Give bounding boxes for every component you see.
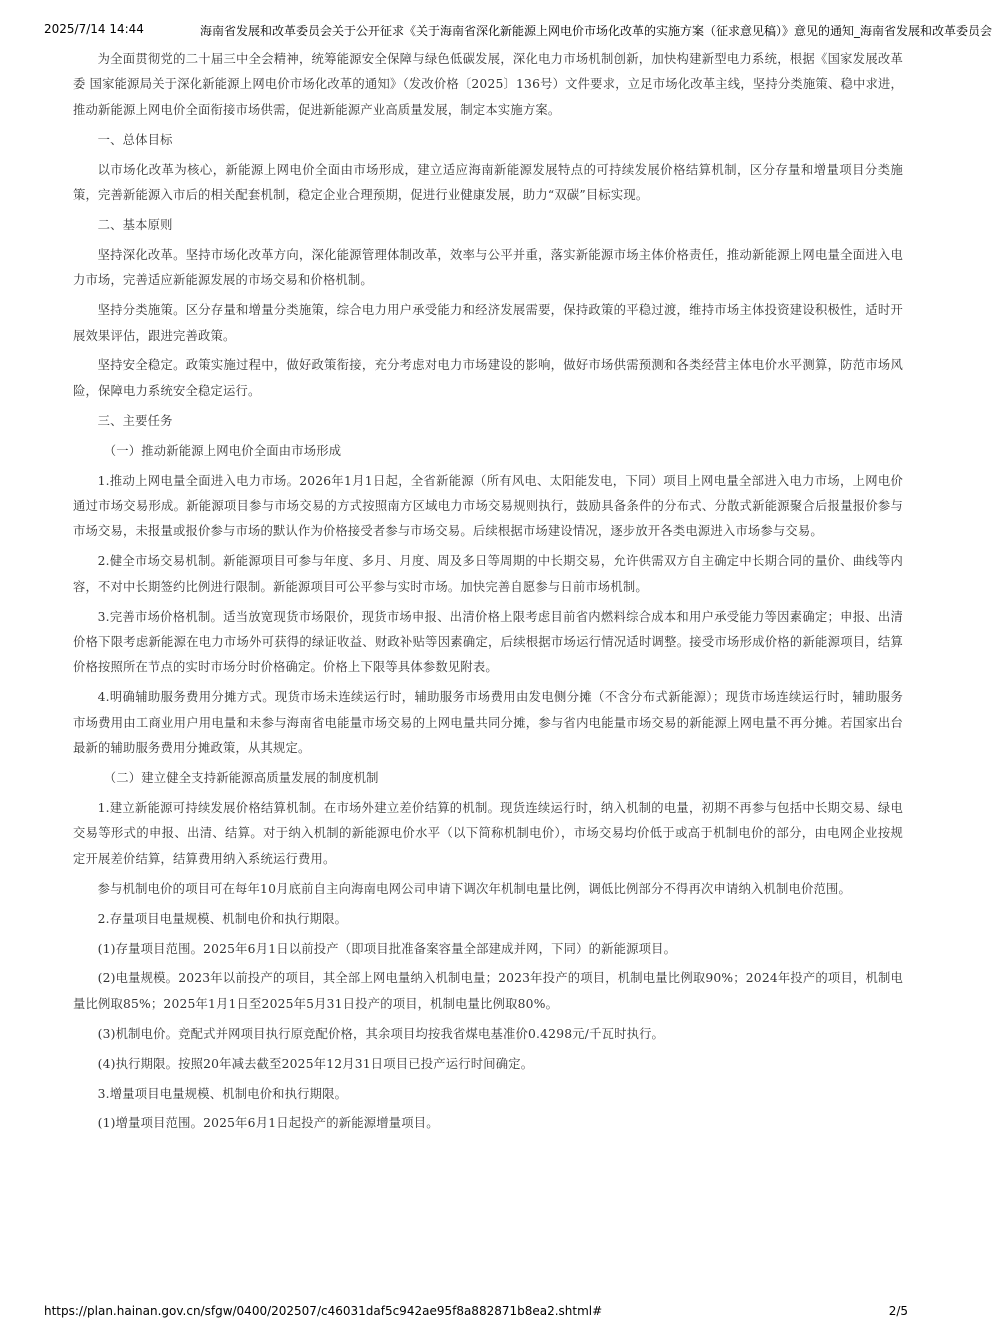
subsection-heading-mechanism: （二）建立健全支持新能源高质量发展的制度机制 xyxy=(103,771,379,786)
subsection-heading-market-formation: （一）推动新能源上网电价全面由市场形成 xyxy=(103,443,342,458)
document-body xyxy=(73,47,903,1141)
paragraph-task-2-2-1: (1)存量项目范围。2025年6月1日以前投产（即项目批准备案容量全部建成并网，下同）的新能源项目。 xyxy=(97,941,677,956)
intro-paragraph: 为全面贯彻党的二十届三中全会精神，统筹能源安全保障与绿色低碳发展，深化电力市场机制创新，加快构建新型电力系统，根据《国家发展改革委 国家能源局关于深化新能源上网电价市场化改革的通知》（发改价格〔2025〕136号）文件要求，立足市场化改革主线，坚持分类施策、稳中求进，推动新能源上网电价全面衔接市场供需，促进新能源产业高质量发展，制定本实施方案。 xyxy=(73,52,903,117)
paragraph-goals: 以市场化改革为核心，新能源上网电价全面由市场形成，建立适应海南新能源发展特点的可持续发展价格结算机制，区分存量和增量项目分类施策，完善新能源入市后的相关配套机制，稳定企业合理预期，促进行业健康发展，助力“双碳”目标实现。 xyxy=(73,162,903,203)
paragraph-principle-safety: 坚持安全稳定。政策实施过程中，做好政策衔接，充分考虑对电力市场建设的影响，做好市场供需预测和各类经营主体电价水平测算，防范市场风险，保障电力系统安全稳定运行。 xyxy=(73,358,903,398)
paragraph-principle-classified: 坚持分类施策。区分存量和增量分类施策，综合电力用户承受能力和经济发展需要，保持政策的平稳过渡，维持市场主体投资建设积极性，适时开展效果评估，跟进完善政策。 xyxy=(73,303,903,343)
page-number: 2/5 xyxy=(888,1304,908,1318)
paragraph-task-2-1: 1.建立新能源可持续发展价格结算机制。在市场外建立差价结算的机制。现货连续运行时，纳入机制的电量，初期不再参与包括中长期交易、绿电交易等形式的申报、出清、结算。对于纳入机制的新能源电价水平（以下简称机制电价），市场交易均价低于或高于机制电价的部分，由电网企业按规定开展差价结算，结算费用纳入系统运行费用。 xyxy=(73,800,903,866)
print-header xyxy=(44,22,992,42)
section-heading-goals: 一、总体目标 xyxy=(97,132,173,147)
paragraph-task-2-2-3: (3)机制电价。竞配式并网项目执行原竞配价格，其余项目均按我省煤电基准价0.4298元/千瓦时执行。 xyxy=(97,1026,665,1041)
paragraph-task-2-2-2: (2)电量规模。2023年以前投产的项目，其全部上网电量纳入机制电量；2023年投产的项目，机制电量比例取90%；2024年投产的项目，机制电量比例取85%；2025年1月1日至2025年5月31日投产的项目，机制电量比例取80%。 xyxy=(73,971,903,1011)
paragraph-task-2-3: 3.增量项目电量规模、机制电价和执行期限。 xyxy=(97,1086,348,1101)
page-title: 海南省发展和改革委员会关于公开征求《关于海南省深化新能源上网电价市场化改革的实施方案（征求意见稿）》意见的通知_海南省发展和改革委员会 xyxy=(200,24,992,38)
print-datetime: 2025/7/14 14:44 xyxy=(44,22,144,36)
page-url: https://plan.hainan.gov.cn/sfgw/0400/202507/c46031daf5c942ae95f8a882871b8ea2.shtml# xyxy=(44,1304,603,1318)
paragraph-task-1-3: 3.完善市场价格机制。适当放宽现货市场限价，现货市场申报、出清价格上限考虑目前省内燃料综合成本和用户承受能力等因素确定；申报、出清价格下限考虑新能源在电力市场外可获得的绿证收益、财政补贴等因素确定，后续根据市场运行情况适时调整。接受市场形成价格的新能源项目，结算价格按照所在节点的实时市场分时价格确定。价格上下限等具体参数见附表。 xyxy=(73,609,903,675)
paragraph-task-2-2-4: (4)执行期限。按照20年减去截至2025年12月31日项目已投产运行时间确定。 xyxy=(97,1056,534,1071)
paragraph-task-2-3-1: (1)增量项目范围。2025年6月1日起投产的新能源增量项目。 xyxy=(97,1116,439,1131)
paragraph-task-2-2: 2.存量项目电量规模、机制电价和执行期限。 xyxy=(97,911,348,926)
paragraph-principle-reform: 坚持深化改革。坚持市场化改革方向，深化能源管理体制改革，效率与公平并重，落实新能源市场主体价格责任，推动新能源上网电量全面进入电力市场，完善适应新能源发展的市场交易和价格机制。 xyxy=(73,247,903,288)
section-heading-principles: 二、基本原则 xyxy=(97,217,173,232)
paragraph-task-1-4: 4.明确辅助服务费用分摊方式。现货市场未连续运行时，辅助服务市场费用由发电侧分摊（不含分布式新能源）；现货市场连续运行时，辅助服务市场费用由工商业用户用电量和未参与海南省电能量市场交易的上网电量共同分摊，参与省内电能量市场交易的新能源上网电量不再分摊。若国家出台最新的辅助服务费用分摊政策，从其规定。 xyxy=(73,690,903,756)
section-heading-tasks: 三、主要任务 xyxy=(97,413,173,428)
paragraph-task-2-1-note: 参与机制电价的项目可在每年10月底前自主向海南电网公司申请下调次年机制电量比例，调低比例部分不得再次申请纳入机制电价范围。 xyxy=(97,881,851,896)
paragraph-task-1-2: 2.健全市场交易机制。新能源项目可参与年度、多月、月度、周及多日等周期的中长期交易，允许供需双方自主确定中长期合同的量价、曲线等内容，不对中长期签约比例进行限制。新能源项目可公平参与实时市场。加快完善自愿参与日前市场机制。 xyxy=(73,554,903,594)
paragraph-task-1-1: 1.推动上网电量全面进入电力市场。2026年1月1日起，全省新能源（所有风电、太阳能发电，下同）项目上网电量全部进入电力市场，上网电价通过市场交易形成。新能源项目参与市场交易的方式按照南方区域电力市场交易规则执行，鼓励具备条件的分布式、分散式新能源聚合后报量报价参与市场交易，未报量或报价参与市场的默认作为价格接受者参与市场交易。后续根据市场建设情况，逐步放开各类电源进入市场参与交易。 xyxy=(73,473,903,539)
print-footer xyxy=(44,1304,908,1322)
